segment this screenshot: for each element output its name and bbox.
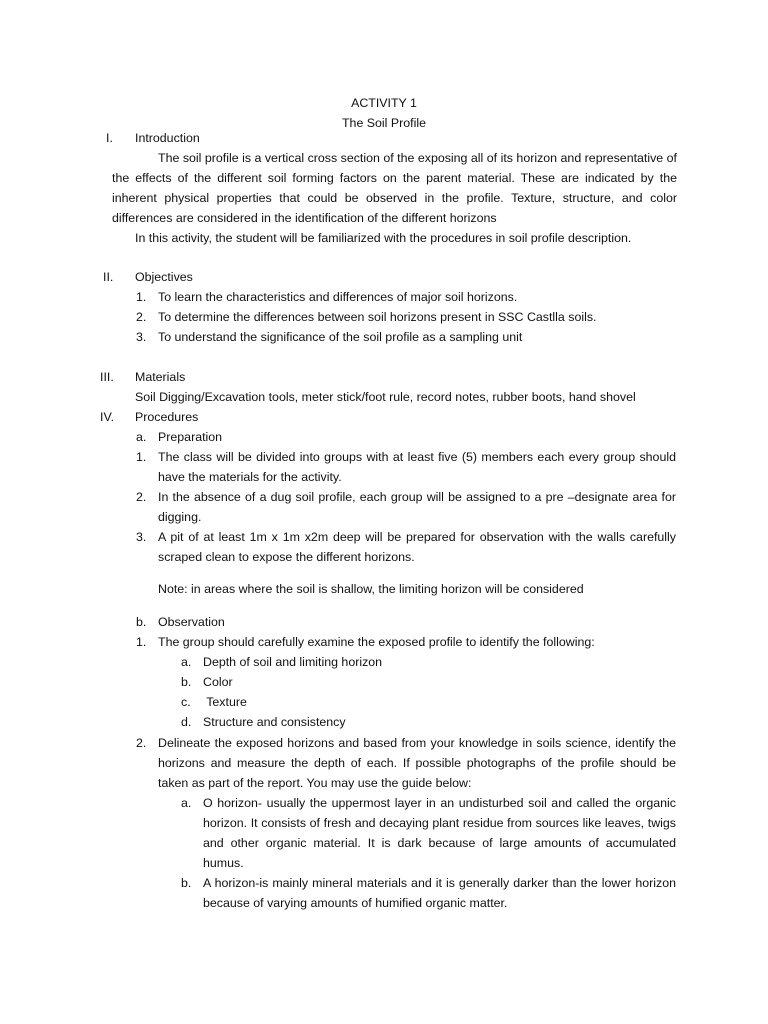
preparation-step-number: 1. <box>136 450 147 464</box>
observation-subitem-text: Depth of soil and limiting horizon <box>203 655 383 669</box>
activity-title: ACTIVITY 1 <box>351 96 417 110</box>
materials-list: Soil Digging/Excavation tools, meter stick/foot rule, record notes, rubber boots, hand shovel <box>135 390 636 404</box>
section-heading-procedures: Procedures <box>135 410 199 424</box>
introduction-paragraph: The soil profile is a vertical cross section of the exposing all of its horizon and representative of the effects of the different soil forming factors on the parent material. These are indicated by the inherent physical properties that could be observed in the profile. Texture, structure, and color differences are considered in the identification of the different horizons <box>112 151 677 225</box>
section-heading-introduction: Introduction <box>135 131 200 145</box>
preparation-step-text: In the absence of a dug soil profile, each group will be assigned to a pre –designate area for digging. <box>158 490 676 524</box>
subsection-heading-preparation: Preparation <box>158 430 223 444</box>
preparation-step-text: The class will be divided into groups with at least five (5) members each every group should have the materials for the activity. <box>158 450 676 484</box>
activity-subtitle: The Soil Profile <box>341 116 427 130</box>
section-numeral-materials: III. <box>100 370 114 384</box>
preparation-note: Note: in areas where the soil is shallow, the limiting horizon will be considered <box>158 582 584 596</box>
horizon-guide-letter: a. <box>181 796 192 810</box>
objective-text: To understand the significance of the soil profile as a sampling unit <box>158 330 523 344</box>
section-numeral-introduction: I. <box>106 131 113 145</box>
observation-subitem-letter: b. <box>181 675 192 689</box>
horizon-guide-text: O horizon- usually the uppermost layer in an undisturbed soil and called the organic horizon. It consists of fresh and decaying plant residue from sources like leaves, twigs and other organic material. It is dark because of large amounts of accumulated humus. <box>203 796 676 870</box>
section-numeral-procedures: IV. <box>100 410 115 424</box>
introduction-paragraph-2: In this activity, the student will be familiarized with the procedures in soil profile description. <box>135 231 632 245</box>
observation-step-number: 2. <box>136 736 147 750</box>
observation-subitem-text: Structure and consistency <box>203 715 346 729</box>
observation-step-text: The group should carefully examine the exposed profile to identify the following: <box>158 635 595 649</box>
section-heading-materials: Materials <box>135 370 186 384</box>
objective-number: 3. <box>136 330 147 344</box>
observation-subitem-letter: d. <box>181 715 192 729</box>
subsection-letter: b. <box>136 615 147 629</box>
section-heading-objectives: Objectives <box>135 270 193 284</box>
observation-subitem-text: Color <box>203 675 233 689</box>
observation-subitem-letter: a. <box>181 655 192 669</box>
objective-number: 2. <box>136 310 147 324</box>
objective-text: To determine the differences between soil horizons present in SSC Castlla soils. <box>158 310 597 324</box>
horizon-guide-text: A horizon-is mainly mineral materials and it is generally darker than the lower horizon because of varying amounts of humified organic matter. <box>203 876 676 910</box>
subsection-letter: a. <box>136 430 147 444</box>
section-numeral-objectives: II. <box>103 270 114 284</box>
subsection-heading-observation: Observation <box>158 615 225 629</box>
horizon-guide-letter: b. <box>181 876 192 890</box>
observation-subitem-text: Texture <box>203 695 247 709</box>
objective-text: To learn the characteristics and differences of major soil horizons. <box>158 290 518 304</box>
objective-number: 1. <box>136 290 147 304</box>
preparation-step-text: A pit of at least 1m x 1m x2m deep will be prepared for observation with the walls carefully scraped clean to expose the different horizons. <box>158 530 676 564</box>
preparation-step-number: 3. <box>136 530 147 544</box>
preparation-step-number: 2. <box>136 490 147 504</box>
observation-step-number: 1. <box>136 635 147 649</box>
observation-subitem-letter: c. <box>181 695 191 709</box>
observation-step-text: Delineate the exposed horizons and based from your knowledge in soils science, identify the horizons and measure the depth of each. If possible photographs of the profile should be taken as part of the report. You may use the guide below: <box>158 736 676 790</box>
